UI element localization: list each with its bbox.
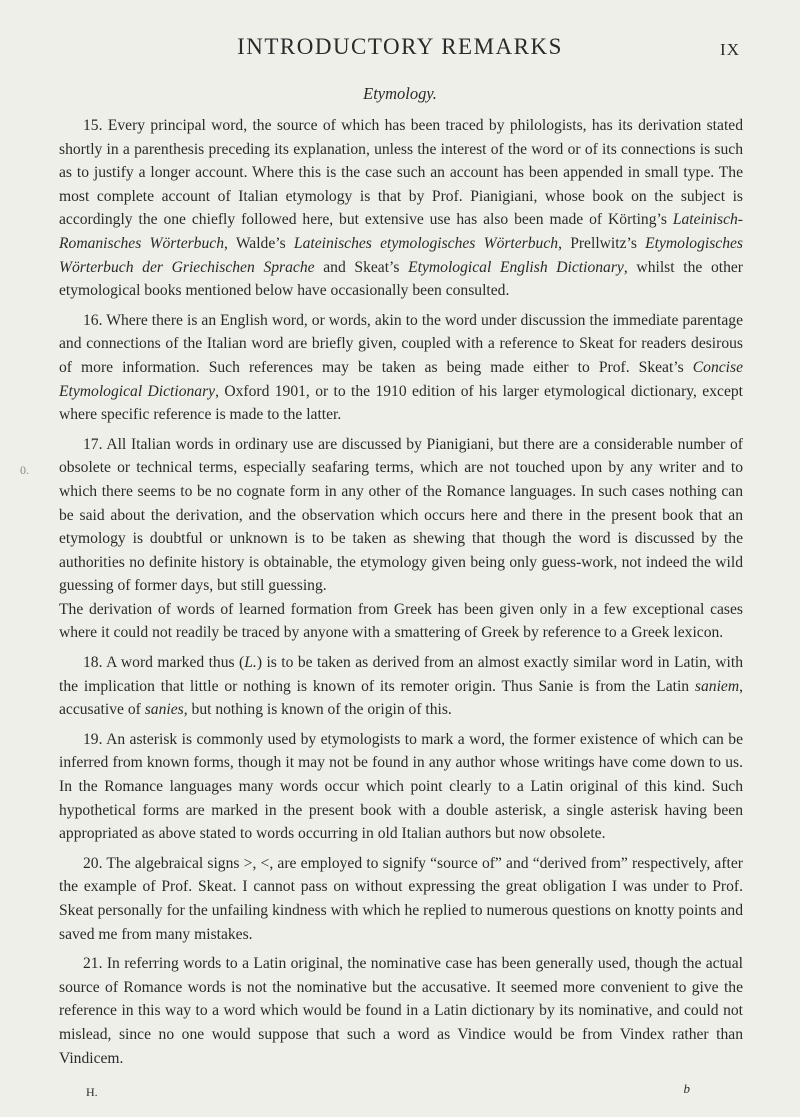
- printer-signature-left: H.: [86, 1085, 98, 1099]
- paragraph-21: 21. In referring words to a Latin original, the nominative case has been generally used, though the actual source of Romance words is not the nominative but the accusative. It seemed more convenient to give the reference in this way to a word which would be found in a Latin dictionary by its nominative, and could not mislead, since no one would suppose that such a word as Vindice would be from Vindex rather than Vindicem.: [59, 955, 743, 1067]
- paragraph-number: 17.: [83, 435, 103, 453]
- paragraph-18: 18. A word marked thus (L.) is to be taken as derived from an almost exactly similar word in Latin, with the implication that little or nothing is known of its remoter origin. Thus Sanie is from the Latin saniem, accusative of sanies, but nothing is known of the origin of this.: [59, 654, 743, 719]
- running-head: [0, 34, 800, 68]
- page-number: IX: [720, 40, 740, 59]
- book-title: Etymologisches Wörterbuch der Griechischen Sprache: [59, 234, 743, 276]
- paragraph-19: 19. An asterisk is commonly used by etymologists to mark a word, the former existence of which can be inferred from known forms, though it may not be found in any author whose writings have come down to us. In the Romance languages many words occur which point clearly to a Latin original of this kind. Such hypothetical forms are marked in the present book with a double asterisk, a single asterisk having been appropriated as above stated to words occurring in old Italian authors but now obsolete.: [59, 730, 743, 843]
- body-text: [59, 114, 743, 1076]
- paragraph-number: 21.: [83, 955, 103, 973]
- paragraph-number: 18.: [83, 654, 103, 672]
- paragraph-16: 16. Where there is an English word, or words, akin to the word under discussion the immediate parentage and connections of the Italian word are briefly given, coupled with a reference to Skeat for readers desirous of more information. Such references may be taken as being made either to Prof. Skeat’s Concise Etymological Dictionary, Oxford 1901, or to the 1910 edition of his larger etymological dictionary, except where specific reference is made to the latter.: [59, 311, 743, 424]
- margin-pencil-mark: 0.: [20, 463, 29, 477]
- paragraph-number: 16.: [83, 311, 103, 329]
- printer-signature-right: b: [683, 1081, 690, 1096]
- paragraph-20: 20. The algebraical signs >, <, are employed to signify “source of” and “derived from” respectively, after the example of Prof. Skeat. I cannot pass on without expressing the great obligation I was under to Prof. Skeat personally for the unfailing kindness with which he replied to numerous questions on knotty points and saved me from many mistakes.: [59, 854, 743, 943]
- running-title: INTRODUCTORY REMARKS: [237, 34, 563, 59]
- paragraph-number: 19.: [83, 730, 103, 748]
- paragraph-17-continuation: The derivation of words of learned formation from Greek has been given only in a few exceptional cases where it could not readily be traced by anyone with a smattering of Greek by reference to a Greek lexicon.: [59, 600, 743, 642]
- paragraph-number: 20.: [83, 854, 103, 872]
- paragraph-15: 15. Every principal word, the source of which has been traced by philologists, has its derivation stated shortly in a parenthesis preceding its explanation, unless the interest of the word or of its connections is such as to justify a longer account. Where this is the case such an account has been appended in small type. The most complete account of Italian etymology is that by Prof. Pianigiani, whose book on the subject is accordingly the one chiefly followed here, but extensive use has also been made of Körting’s Lateinisch-Romanisches Wörterbuch, Walde’s Lateinisches etymologisches Wörterbuch, Prellwitz’s Etymologisches Wörterbuch der Griechischen Sprache and Skeat’s Etymological English Dictionary, whilst the other etymological books mentioned below have occasionally been consulted.: [59, 117, 743, 300]
- book-title: Lateinisches etymologisches Wörterbuch: [293, 234, 559, 252]
- section-heading: Etymology.: [363, 84, 437, 103]
- paragraph-17: 17. All Italian words in ordinary use are discussed by Pianigiani, but there are a considerable number of obsolete or technical terms, especially seafaring terms, which are not touched upon by any writer and to which there seems to be no cognate form in any other of the Romance languages. In such cases nothing can be said about the derivation, and the observation which occurs here and there in the present book that an etymology is doubtful or unknown is to be taken as shewing that though the word is discussed by the authorities no definite history is obtainable, the etymology given being only guess-work, not indeed the wild guessing of former days, but still guessing.: [59, 435, 743, 595]
- book-title: Lateinisch-Romanisches Wörterbuch: [59, 211, 743, 252]
- book-title: Concise Etymological Dictionary: [59, 358, 743, 400]
- book-title: Etymological English Dictionary: [408, 258, 624, 276]
- page-footer: [0, 1081, 800, 1105]
- paragraph-number: 15.: [83, 117, 103, 134]
